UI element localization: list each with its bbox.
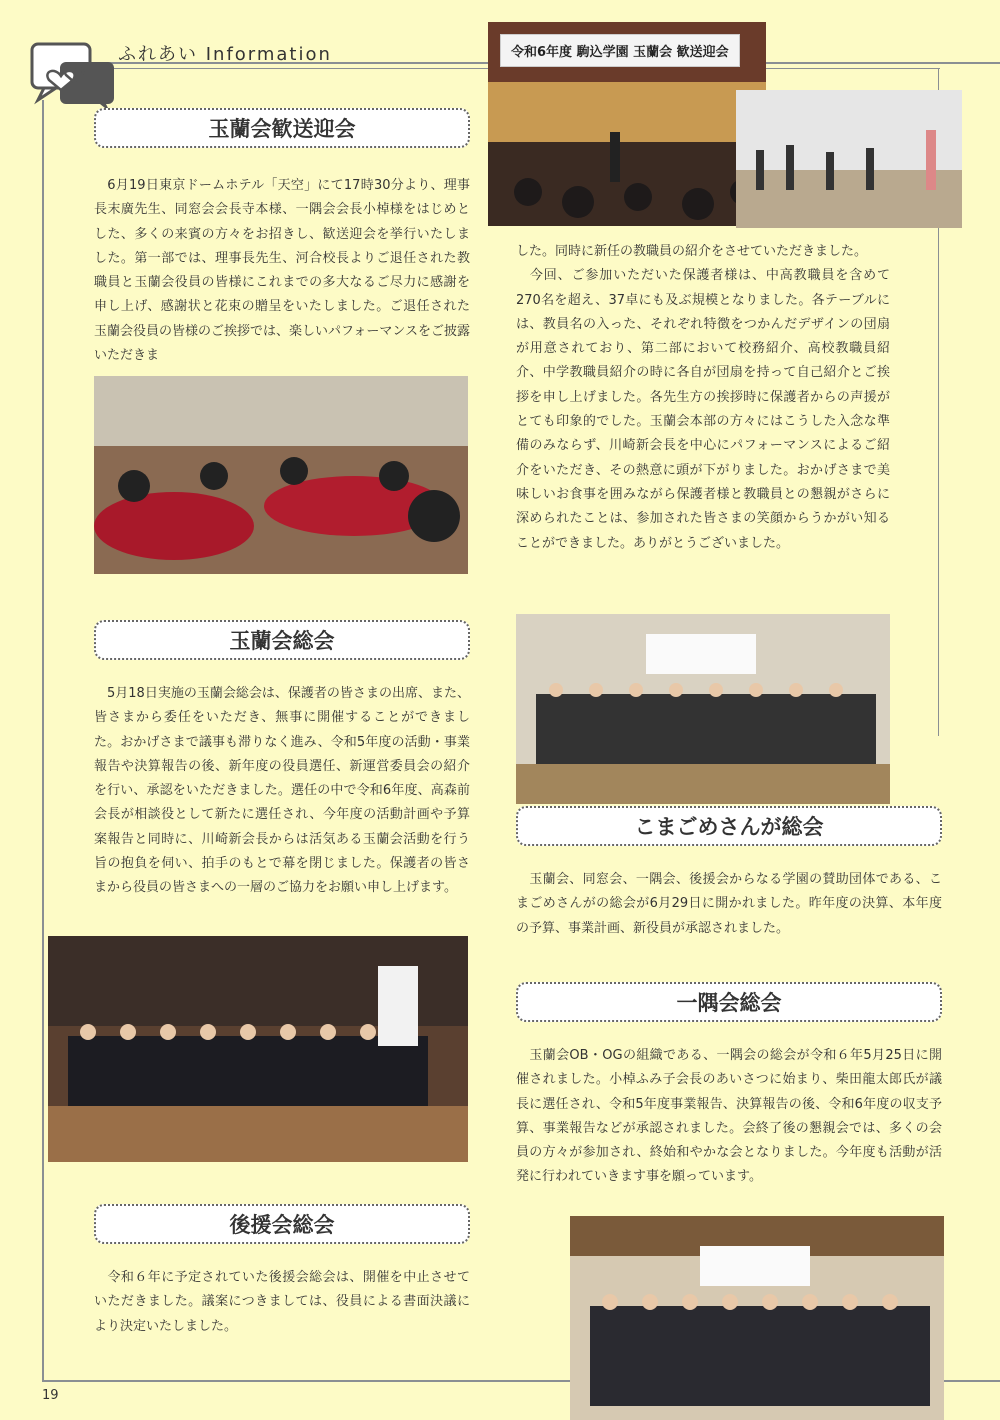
text-sobetsu-left: 6月19日東京ドームホテル「天空」にて17時30分より、理事長末廣先生、同窓会会長寺本様、一隅会会長小棹様をはじめとした、多くの来賓の方々をお招きし、歓送迎会を挙行いたしました。第一部では、理事長先生、河合校長よりご退任された教職員と玉蘭会役員の皆様にこれまでの多大なるご尽力に感謝を申し上げ、感謝状と花束の贈呈をいたしました。ご退任された玉蘭会役員の皆様のご挨拶では、楽しいパフォーマンスをご披露いただきま	[94, 178, 470, 364]
text-sokai: 5月18日実施の玉蘭会総会は、保護者の皆さまの出席、また、皆さまから委任をいただき、無事に開催することができました。おかげさまで議事も滞りなく進み、令和5年度の活動・事業報告や決算報告の後、新年度の役員選任、新運営委員会の紹介を行い、承認をいただきました。選任の中で令和6年度、高森前会長が相談役として新たに選任され、今年度の活動計画や予算案報告と同時に、川崎新会長からは活気ある玉蘭会活動を行う旨の抱負を伺い、拍手のもとで幕を閉じました。保護者の皆さまから役員の皆さまへの一層のご協力をお願い申し上げます。	[94, 686, 470, 896]
heading-komagome: こまごめさんが総会	[516, 806, 942, 846]
text-koenkai: 令和６年に予定されていた後援会総会は、開催を中止させていただきました。議案につきましては、役員による書面決議により決定いたしました。	[94, 1270, 470, 1334]
photo-ichigu-group	[570, 1216, 944, 1420]
photo-sokai-group	[48, 936, 468, 1162]
heading-sobetsu: 玉蘭会歓送迎会	[94, 108, 470, 148]
photo-sobetsu-stage	[488, 22, 766, 226]
frame-left-line	[42, 100, 44, 1380]
text-komagome: 玉蘭会、同窓会、一隅会、後援会からなる学園の賛助団体である、こまごめさんがの総会が6月29日に開かれました。昨年度の決算、本年度の予算、事業計画、新役員が承認されました。	[516, 872, 942, 936]
photo-komagome-group	[516, 614, 890, 804]
banner-sobetsu: 令和6年度 駒込学園 玉蘭会 歓送迎会	[500, 34, 740, 67]
page-number: 19	[42, 1388, 59, 1403]
heart-chat-icon	[30, 40, 118, 112]
heading-ichigu: 一隅会総会	[516, 982, 942, 1022]
heading-sokai: 玉蘭会総会	[94, 620, 470, 660]
heading-koenkai: 後援会総会	[94, 1204, 470, 1244]
header-title: ふれあい Information	[118, 44, 332, 65]
text-sobetsu-right: した。同時に新任の教職員の紹介をさせていただきました。 今回、ご参加いただいた保護者様は、中高教職員を含めて270名を超え、37卓にも及ぶ規模となりました。各テーブルには、教員名の入った、それぞれ特徴をつかんだデザインの団扇が用意されており、第二部において校務紹介、高校教職員紹介、中学教職員紹介の時に各自が団扇を持って自己紹介とご挨拶を申し上げました。各先生方の挨拶時に保護者からの声援がとても印象的でした。玉蘭会本部の方々にはこうした入念な準備のみならず、川崎新会長を中心にパフォーマンスによるご紹介をいただき、その熱意に頭が下がりました。おかげさまで美味しいお食事を囲みながら保護者様と教職員との懇親がさらに深められたことは、参加された皆さまの笑顔からうかがい知ることができました。ありがとうございました。	[516, 244, 890, 551]
photo-sobetsu-banquet	[94, 376, 468, 574]
text-ichigu: 玉蘭会OB・OGの組織である、一隅会の総会が令和６年5月25日に開催されました。小棹ふみ子会長のあいさつに始まり、柴田龍太郎氏が議長に選任され、令和5年度事業報告、決算報告の後、令和6年度の収支予算、事業報告などが承認されました。会終了後の懇親会では、多くの会員の方々が参加され、終始和やかな会となりました。今年度も活動が活発に行われていきます事を願っています。	[516, 1048, 942, 1185]
photo-sobetsu-hall	[736, 90, 962, 228]
